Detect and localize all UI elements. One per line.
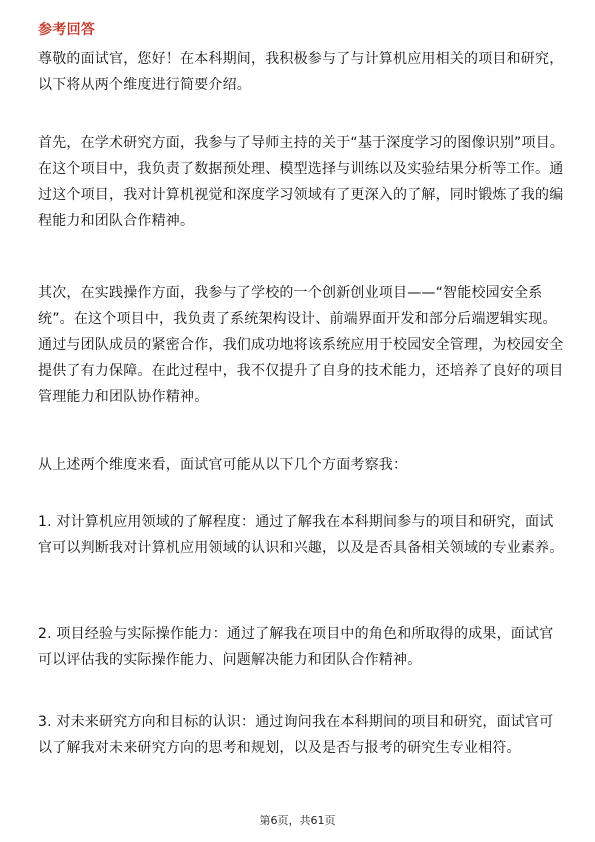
page-number: 第6页，共61页 <box>259 814 336 827</box>
paragraph-summary: 从上述两个维度来看，面试官可能从以下几个方面考察我： <box>38 457 408 473</box>
paragraph-academic: 首先，在学术研究方面，我参与了导师主持的关于“基于深度学习的图像识别”项目。在这个项目中，我负责了数据预处理、模型选择与训练以及实验结果分析等工作。通过这个项目，我对计算机视觉和深度学习领域有了更深入的了解，同时锻炼了我的编程能力和团队合作精神。 <box>38 135 565 229</box>
paragraph-practice: 其次，在实践操作方面，我参与了学校的一个创新创业项目——“智能校园安全系统”。在这个项目中，我负责了系统架构设计、前端界面开发和部分后端逻辑实现。通过与团队成员的紧密合作，我们成功地将该系统应用于校园安全管理，为校园安全提供了有力保障。在此过程中，我不仅提升了自身的技术能力，还培养了良好的项目管理能力和团队协作精神。 <box>38 285 564 405</box>
paragraph-intro: 尊敬的面试官，您好！在本科期间，我积极参与了与计算机应用相关的项目和研究，以下将从两个维度进行简要介绍。 <box>38 51 564 93</box>
list-item-3: 3. 对未来研究方向和目标的认识：通过询问我在本科期间的项目和研究，面试官可以了解我对未来研究方向的思考和规划，以及是否与报考的研究生专业相符。 <box>38 714 554 756</box>
list-item-2: 2. 项目经验与实际操作能力：通过了解我在项目中的角色和所取得的成果，面试官可以评估我的实际操作能力、问题解决能力和团队合作精神。 <box>38 626 554 668</box>
list-item-1: 1. 对计算机应用领域的了解程度：通过了解我在本科期间参与的项目和研究，面试官可以判断我对计算机应用领域的认识和兴趣，以及是否具备相关领域的专业素养。 <box>38 514 564 556</box>
section-heading: 参考回答 <box>38 22 96 38</box>
